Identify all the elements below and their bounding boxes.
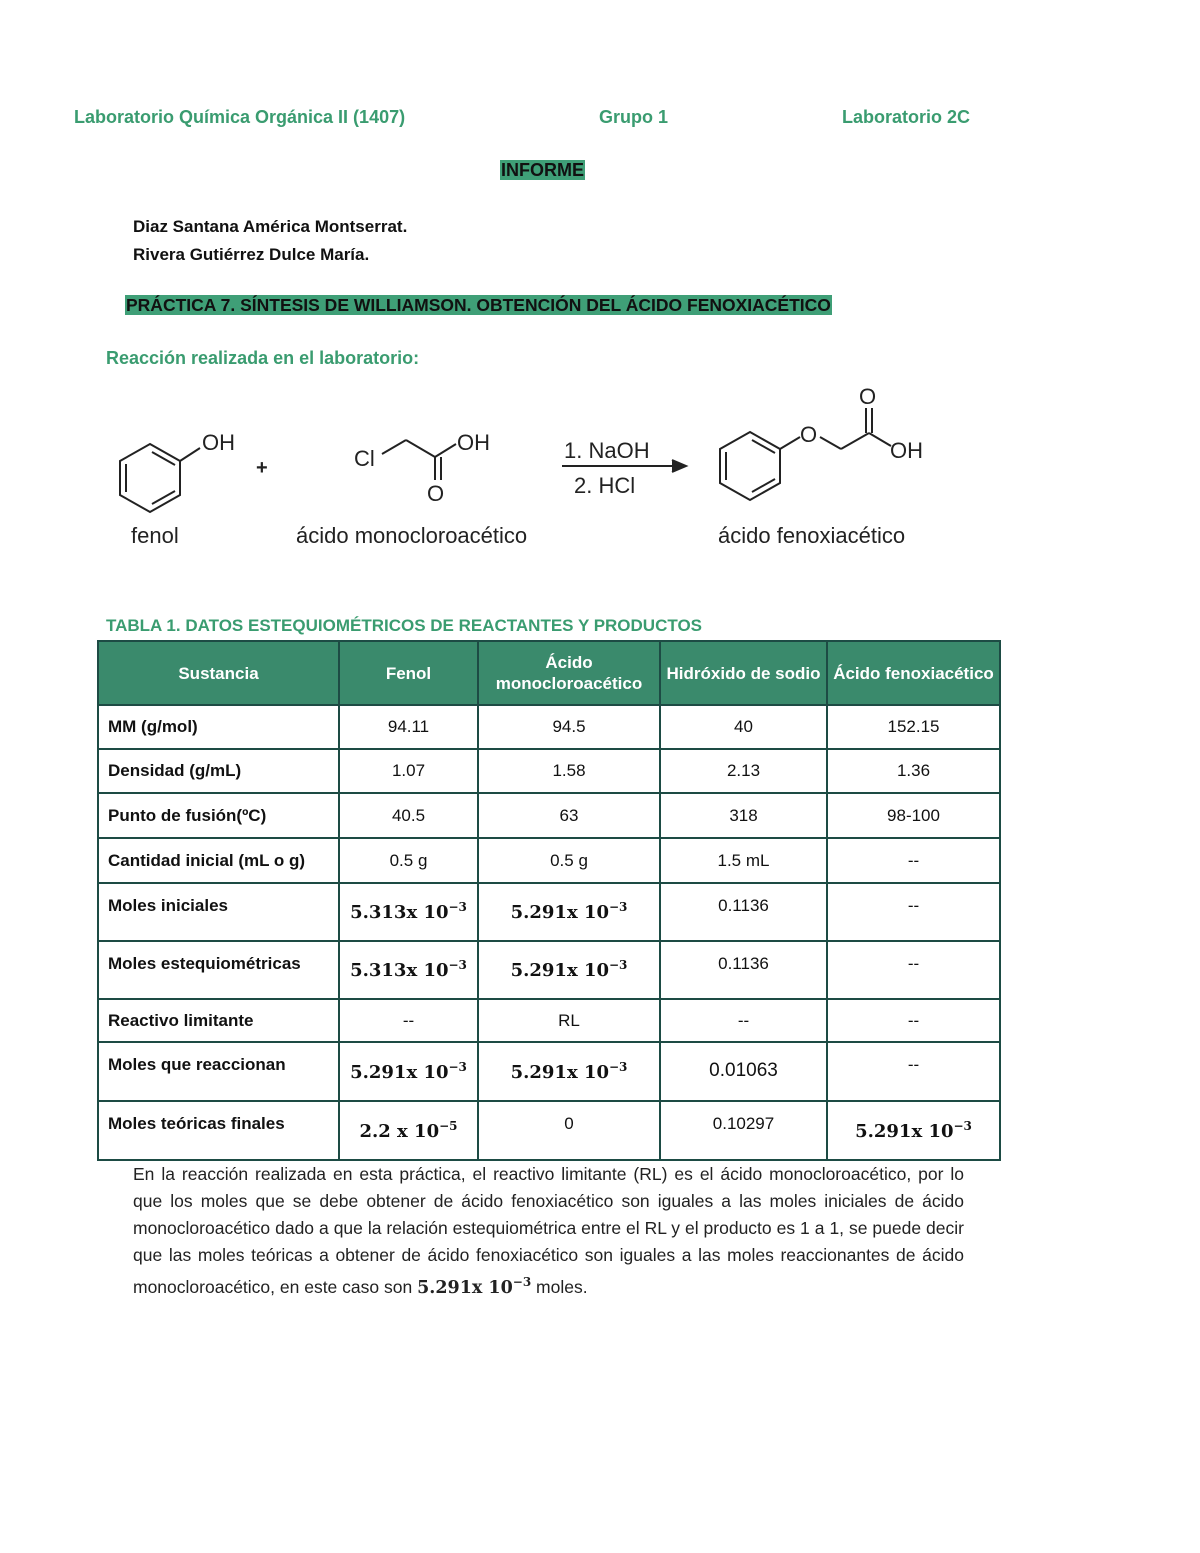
- group-header: Grupo 1: [599, 107, 669, 127]
- table-cell: 40.5: [339, 793, 478, 838]
- table-row: [98, 705, 1000, 749]
- table-row: [98, 883, 1000, 941]
- chloroacetic-name: ácido monocloroacético: [296, 523, 528, 548]
- table-cell: 318: [660, 793, 827, 838]
- table-title: TABLA 1. DATOS ESTEQUIOMÉTRICOS DE REACTANTES Y PRODUCTOS: [106, 616, 703, 635]
- row-label: Moles iniciales: [98, 883, 339, 941]
- row-label: Moles teóricas finales: [98, 1101, 339, 1160]
- table-cell: --: [827, 883, 1000, 941]
- row-label: Reactivo limitante: [98, 999, 339, 1042]
- reaction-subtitle: Reacción realizada en el laboratorio:: [106, 348, 420, 368]
- table-cell: 0.1136: [660, 883, 827, 941]
- author-1: Diaz Santana América Montserrat.: [133, 217, 408, 236]
- chloroacetic-oh-label: OH: [457, 430, 490, 455]
- table-cell-math: 5.291x $10^{-3}$: [478, 1042, 660, 1101]
- chlorine-label: Cl: [354, 446, 375, 471]
- row-label: Moles que reaccionan: [98, 1042, 339, 1101]
- paragraph-unit: moles.: [536, 1276, 588, 1297]
- table-row: [98, 1042, 1000, 1101]
- table-cell: 152.15: [827, 705, 1000, 749]
- table-cell: 0.01063: [660, 1042, 827, 1101]
- step2-reagent: 2. HCl: [574, 473, 636, 498]
- table-cell: 0: [478, 1101, 660, 1160]
- chloroacetic-acid-structure: [382, 440, 456, 480]
- author-2: Rivera Gutiérrez Dulce María.: [133, 245, 370, 264]
- table-row: [98, 1101, 1000, 1160]
- table-cell: --: [827, 999, 1000, 1042]
- product-oh-label: OH: [890, 438, 923, 463]
- carbonyl-o-label: O: [859, 384, 877, 409]
- paragraph-text: En la reacción realizada en esta práctica, el reactivo limitante (RL) es el ácido monocloroacético, por lo que los moles que se debe obtener de ácido fenoxiacético son iguales a las moles iniciales de ácido monocloroacético dado a que la relación estequiométrica entre el RL y el producto es 1 a 1, se puede decir que las moles teóricas a obtener de ácido fenoxiacético son iguales a las moles reaccionantes de ácido monocloroacético, en este caso son: [133, 1164, 964, 1297]
- paragraph-value: 5.291x $10^{-3}$: [417, 1275, 532, 1298]
- table-row: [98, 838, 1000, 883]
- step1-reagent: 1. NaOH: [564, 438, 650, 463]
- row-label: Punto de fusión(ºC): [98, 793, 339, 838]
- stoichiometry-table: [97, 640, 1001, 1161]
- lab-header: Laboratorio 2C: [842, 107, 971, 127]
- reaction-scheme: [100, 380, 960, 560]
- table-cell: 0.5 g: [478, 838, 660, 883]
- table-cell-math: 5.291x $10^{-3}$: [339, 1042, 478, 1101]
- header-substance: Sustancia: [98, 641, 339, 705]
- table-cell: 0.5 g: [339, 838, 478, 883]
- table-cell: 94.11: [339, 705, 478, 749]
- conclusion-paragraph: [133, 1161, 964, 1302]
- table-cell: 1.5 mL: [660, 838, 827, 883]
- report-label: INFORME: [501, 160, 584, 180]
- table-cell: 94.5: [478, 705, 660, 749]
- table-cell: 2.13: [660, 749, 827, 793]
- row-label: Cantidad inicial (mL o g): [98, 838, 339, 883]
- course-header: Laboratorio Química Orgánica II (1407): [74, 107, 406, 127]
- table-row: [98, 941, 1000, 999]
- table-cell-math: 2.2 x $10^{-5}$: [339, 1101, 478, 1160]
- header-phenoxyacetic: Ácido fenoxiacético: [827, 641, 1000, 705]
- row-label: Moles estequiométricas: [98, 941, 339, 999]
- table-cell: 98-100: [827, 793, 1000, 838]
- table-cell: --: [827, 941, 1000, 999]
- plus-sign: +: [256, 457, 268, 479]
- row-label: MM (g/mol): [98, 705, 339, 749]
- product-name: ácido fenoxiacético: [718, 523, 906, 548]
- authors-list: [133, 213, 407, 269]
- table-cell: 1.07: [339, 749, 478, 793]
- practice-title: PRÁCTICA 7. SÍNTESIS DE WILLIAMSON. OBTENCIÓN DEL ÁCIDO FENOXIACÉTICO: [126, 295, 831, 315]
- table-row: [98, 793, 1000, 838]
- table-cell: 0.10297: [660, 1101, 827, 1160]
- table-cell: 0.1136: [660, 941, 827, 999]
- table-cell: 40: [660, 705, 827, 749]
- table-cell: --: [827, 838, 1000, 883]
- header-chloroacetic: Ácido monocloroacético: [478, 641, 660, 705]
- table-cell: --: [339, 999, 478, 1042]
- table-cell: --: [660, 999, 827, 1042]
- table-cell: 1.58: [478, 749, 660, 793]
- table-row: [98, 999, 1000, 1042]
- phenol-name: fenol: [131, 523, 179, 548]
- phenol-structure: [120, 444, 200, 512]
- ether-o-label: O: [800, 422, 818, 447]
- table-cell: 1.36: [827, 749, 1000, 793]
- header-naoh: Hidróxido de sodio: [660, 641, 827, 705]
- table-cell: --: [827, 1042, 1000, 1101]
- table-cell-math: 5.313x $10^{-3}$: [339, 941, 478, 999]
- table-cell-math: 5.291x $10^{-3}$: [478, 883, 660, 941]
- table-cell: RL: [478, 999, 660, 1042]
- phenol-oh-label: OH: [202, 430, 235, 455]
- table-row: [98, 749, 1000, 793]
- table-cell: 63: [478, 793, 660, 838]
- table-cell-math: 5.291x $10^{-3}$: [827, 1101, 1000, 1160]
- header-phenol: Fenol: [339, 641, 478, 705]
- table-header-row: [98, 641, 1000, 705]
- table-cell-math: 5.291x $10^{-3}$: [478, 941, 660, 999]
- table-cell-math: 5.313x $10^{-3}$: [339, 883, 478, 941]
- chloroacetic-o-label: O: [427, 481, 445, 506]
- row-label: Densidad (g/mL): [98, 749, 339, 793]
